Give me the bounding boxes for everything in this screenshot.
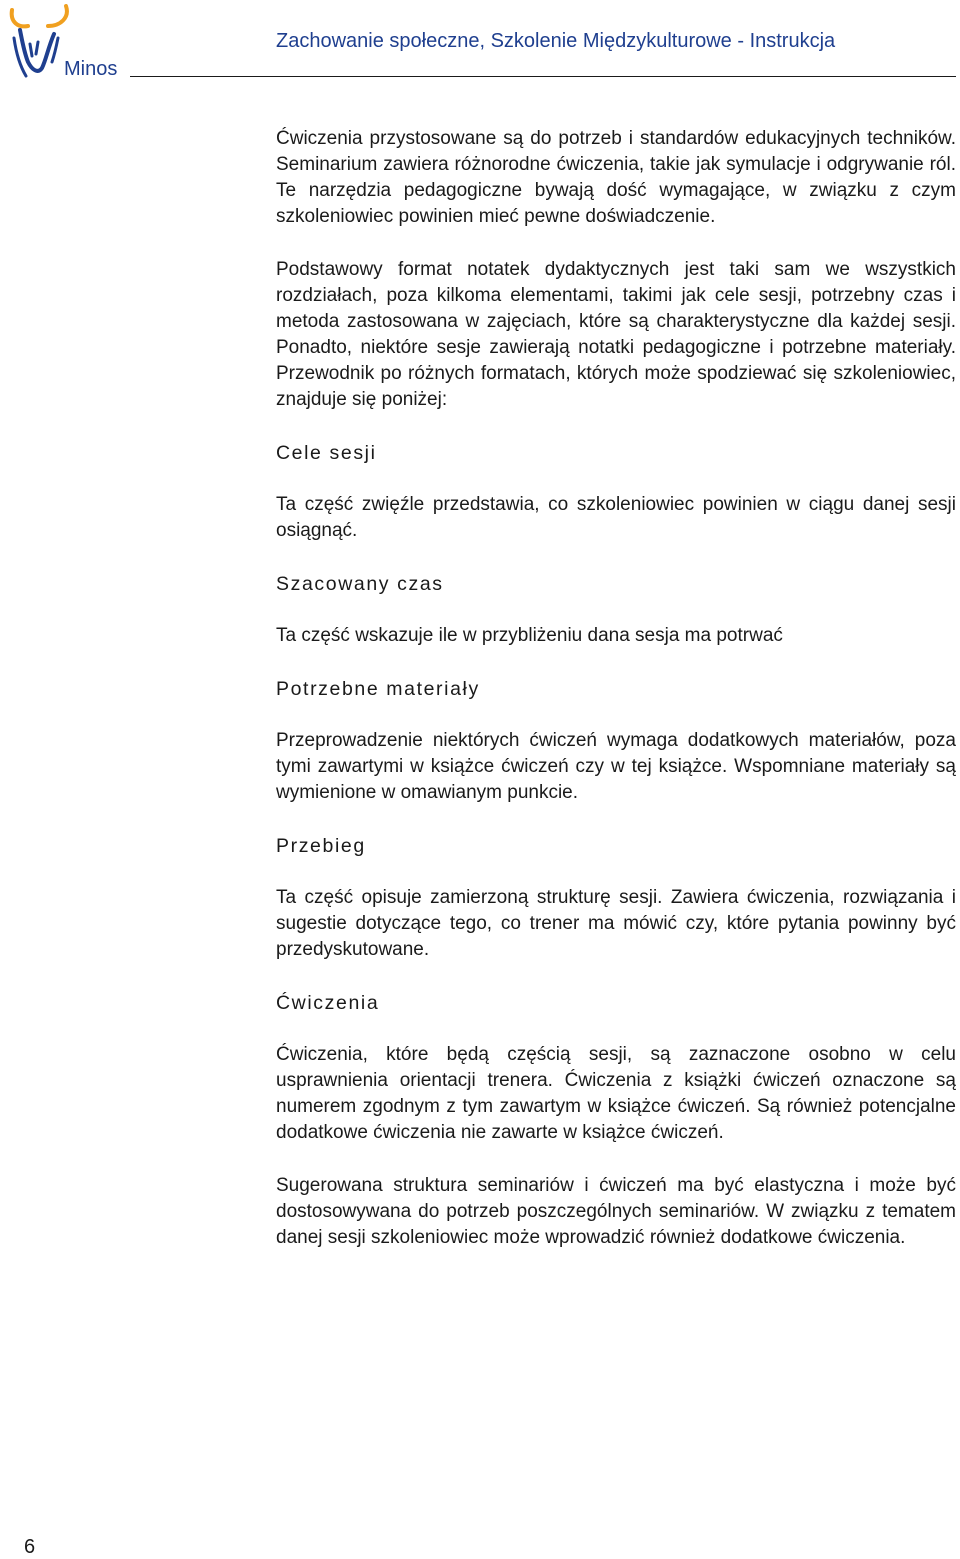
section-paragraph: Ćwiczenia, które będą częścią sesji, są zaznaczone osobno w celu usprawnienia orientacji trenera. Ćwiczenia z książki ćwiczeń oznaczone są numerem zgodnym z tym zawartym w książce ćwiczeń. Są również potencjalne dodatkowe ćwiczenia nie zawarte w książce ćwiczeń. (276, 1044, 956, 1143)
section-heading: Ćwiczenia (276, 992, 380, 1014)
section-heading: Cele sesji (276, 442, 377, 464)
page-content (276, 126, 956, 1278)
document-title: Zachowanie społeczne, Szkolenie Międzykulturowe - Instrukcja (276, 30, 836, 52)
page-number: 6 (24, 1536, 36, 1558)
section-paragraph: Ta część zwięźle przedstawia, co szkoleniowiec powinien w ciągu danej sesji osiągnąć. (276, 494, 956, 541)
section-heading: Szacowany czas (276, 573, 444, 595)
section-cwiczenia (276, 990, 956, 1251)
section-paragraph: Przeprowadzenie niektórych ćwiczeń wymaga dodatkowych materiałów, poza tymi zawartymi w książce ćwiczeń czy w tej książce. Wspomniane materiały są wymienione w omawianym punkcie. (276, 730, 956, 803)
section-szacowany-czas (276, 571, 956, 649)
brand-name: Minos (64, 58, 118, 80)
section-paragraph: Ta część wskazuje ile w przybliżeniu dana sesja ma potrwać (276, 625, 783, 646)
section-paragraph: Sugerowana struktura seminariów i ćwiczeń ma być elastyczna i może być dostosowywana do potrzeb poszczególnych seminariów. W związku z tematem danej sesji szkoleniowiec może wprowadzić również dodatkowe ćwiczenia. (276, 1175, 956, 1248)
section-potrzebne-materialy (276, 676, 956, 806)
section-heading: Przebieg (276, 835, 366, 857)
section-cele-sesji (276, 440, 956, 544)
bull-head-logo-icon (8, 4, 70, 80)
format-paragraph: Podstawowy format notatek dydaktycznych jest taki sam we wszystkich rozdziałach, poza kilkoma elementami, takimi jak cele sesji, potrzebny czas i metoda zastosowana w zajęciach, które są charakterystyczne dla każdej sesji. Ponadto, niektóre sesje zawierają notatki pedagogiczne i potrzebne materiały. Przewodnik po różnych formatach, których może spodziewać się szkoleniowiec, znajduje się poniżej: (276, 259, 956, 410)
header-divider (130, 76, 956, 77)
intro-paragraph: Ćwiczenia przystosowane są do potrzeb i standardów edukacyjnych techników. Seminarium zawiera różnorodne ćwiczenia, takie jak symulacje i odgrywanie ról. Te narzędzia pedagogiczne bywają dość wymagające, w związku z czym szkoleniowiec powinien mieć pewne doświadczenie. (276, 128, 956, 227)
page-header (0, 0, 960, 90)
section-paragraph: Ta część opisuje zamierzoną strukturę sesji. Zawiera ćwiczenia, rozwiązania i sugestie dotyczące tego, co trener ma mówić czy, które pytania powinny być przedyskutowane. (276, 887, 956, 960)
section-heading: Potrzebne materiały (276, 678, 480, 700)
section-przebieg (276, 833, 956, 963)
